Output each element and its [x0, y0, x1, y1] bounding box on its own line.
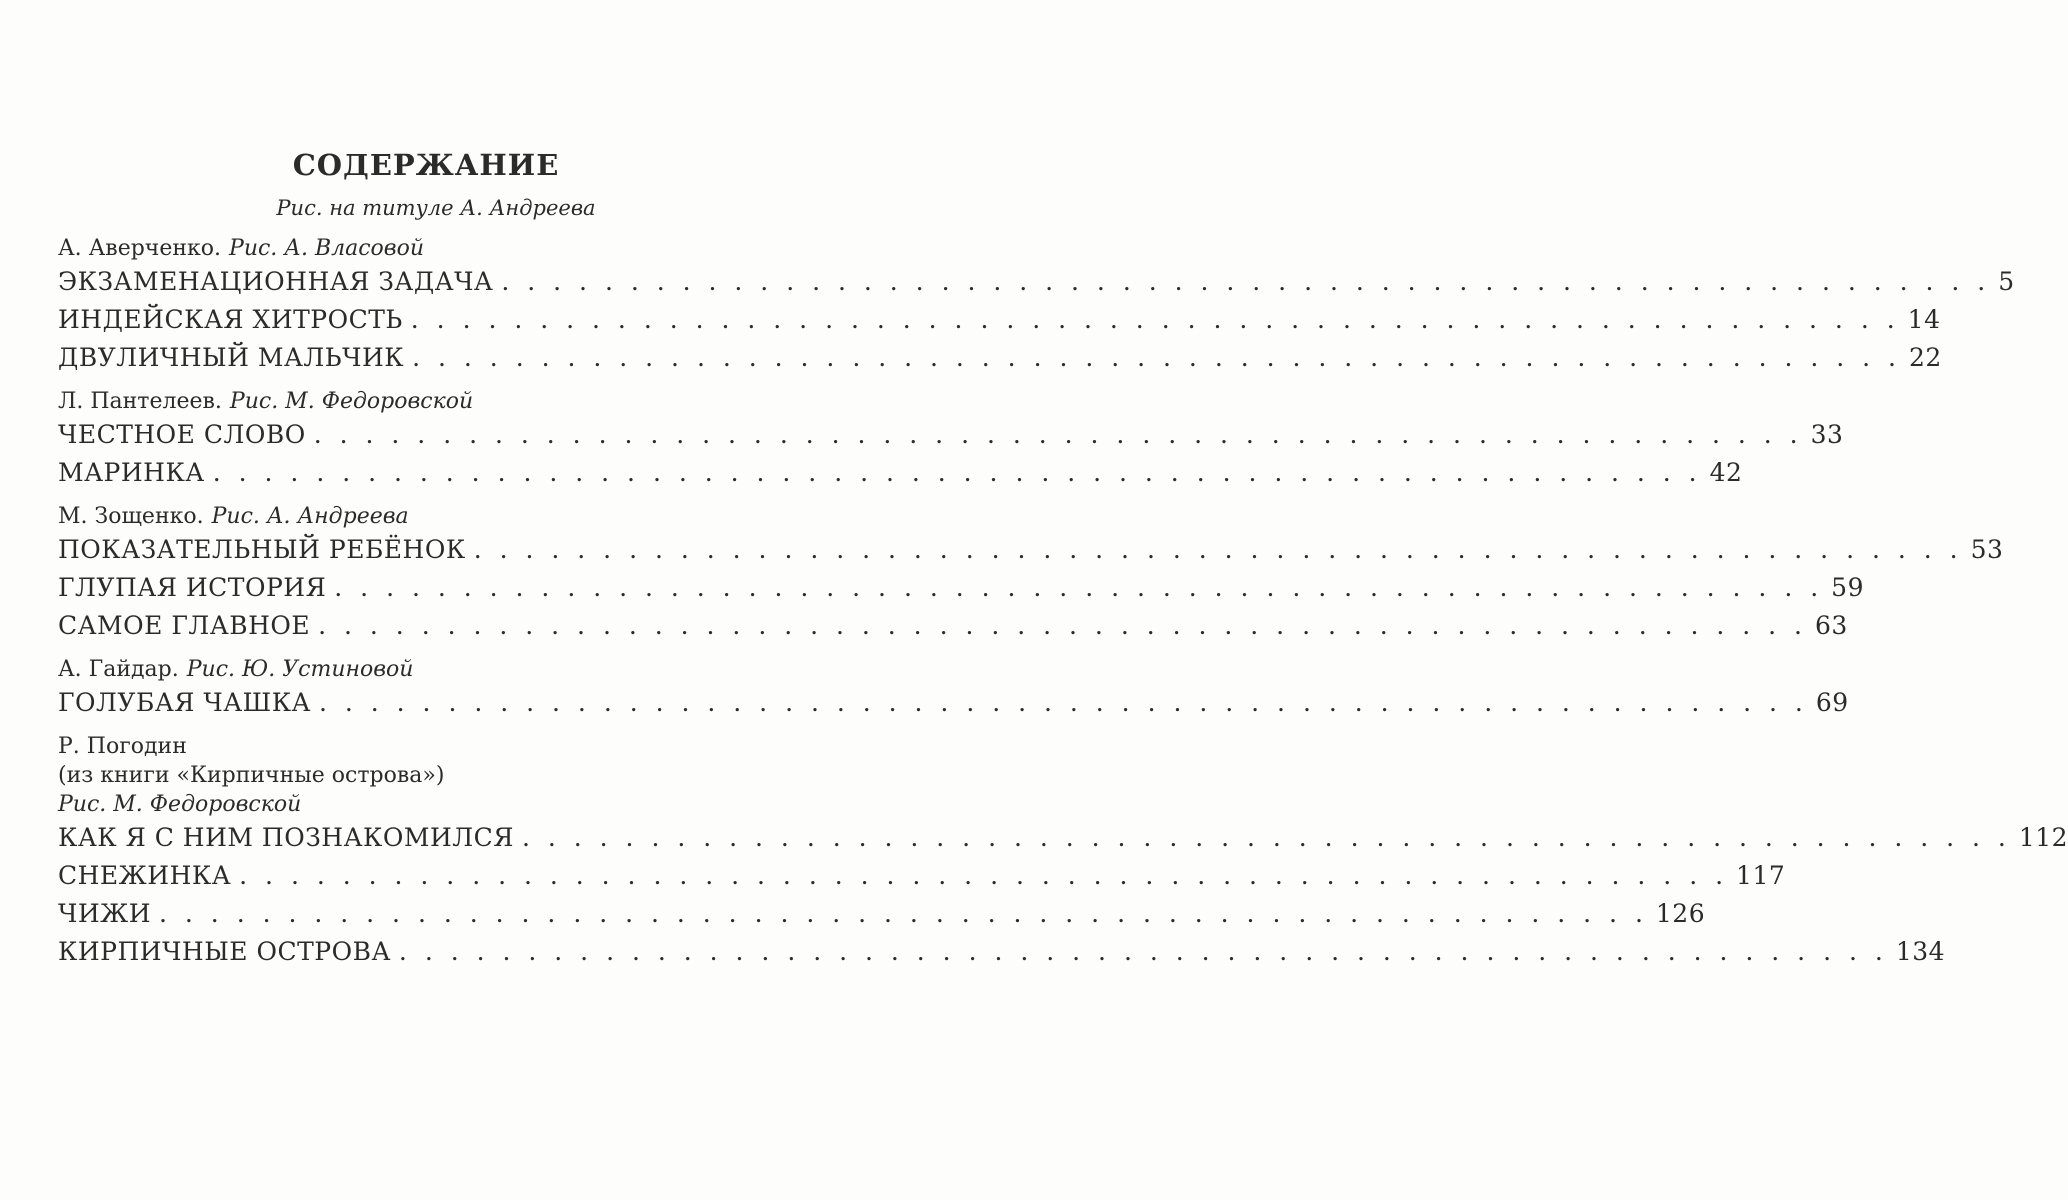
toc-entry[interactable] — [58, 454, 1743, 492]
page-number: 126 — [1655, 899, 1706, 928]
page-number: 33 — [1810, 420, 1844, 449]
illustrator-credit: Рис. М. Федоровской — [58, 792, 302, 817]
dot-leader: . . . . . . . . . . . . . . . . . . . . . . . . . . . . . . . . . . . . . . . . . . . . . . . . . . . . . . . . . . — [334, 573, 1824, 602]
page-number: 69 — [1815, 688, 1849, 717]
story-title: КАК Я С НИМ ПОЗНАКОМИЛСЯ — [58, 823, 514, 852]
toc-entry[interactable] — [58, 933, 1946, 971]
author-name: А. Гайдар. — [58, 657, 179, 682]
author-group — [58, 502, 2004, 645]
story-title: ДВУЛИЧНЫЙ МАЛЬЧИК — [58, 343, 405, 372]
illustrator-credit: Рис. А. Власовой — [229, 236, 425, 261]
story-title: МАРИНКА — [58, 458, 205, 487]
toc-entry[interactable] — [58, 416, 1844, 454]
page-number: 5 — [1998, 267, 2015, 296]
page-number: 59 — [1831, 573, 1864, 602]
dot-leader: . . . . . . . . . . . . . . . . . . . . . . . . . . . . . . . . . . . . . . . . . . . . . . . . . . . . . . . . . . — [239, 861, 1729, 890]
story-title: КИРПИЧНЫЕ ОСТРОВА — [58, 937, 391, 966]
page-title: СОДЕРЖАНИЕ — [292, 148, 560, 182]
dot-leader: . . . . . . . . . . . . . . . . . . . . . . . . . . . . . . . . . . . . . . . . . . . . . . . . . . . . . . . . . . — [313, 420, 1803, 449]
dot-leader: . . . . . . . . . . . . . . . . . . . . . . . . . . . . . . . . . . . . . . . . . . . . . . . . . . . . . . . . . . — [159, 899, 1648, 928]
author-name: А. Аверченко. — [58, 236, 222, 261]
title-illustrator-credit: Рис. на титуле А. Андреева — [276, 196, 596, 220]
toc-entry[interactable] — [58, 301, 1941, 339]
dot-leader: . . . . . . . . . . . . . . . . . . . . . . . . . . . . . . . . . . . . . . . . . . . . . . . . . . . . . . . . . . — [501, 267, 1991, 296]
story-title: ЧЕСТНОЕ СЛОВО — [58, 420, 306, 449]
author-group — [58, 732, 2068, 971]
toc-entry[interactable] — [58, 339, 1942, 377]
dot-leader: . . . . . . . . . . . . . . . . . . . . . . . . . . . . . . . . . . . . . . . . . . . . . . . . . . . . . . . . . . — [318, 688, 1808, 717]
page-number: 14 — [1907, 305, 1941, 334]
illustrator-credit: Рис. Ю. Устиновой — [186, 657, 414, 682]
story-title: ПОКАЗАТЕЛЬНЫЙ РЕБЁНОК — [58, 535, 466, 564]
source-note: (из книги «Кирпичные острова») — [58, 763, 445, 788]
author-line — [58, 502, 774, 531]
illustrator-credit: Рис. М. Федоровской — [229, 389, 474, 414]
dot-leader: . . . . . . . . . . . . . . . . . . . . . . . . . . . . . . . . . . . . . . . . . . . . . . . . . . . . . . . . . . — [412, 343, 1902, 372]
story-title: ГЛУПАЯ ИСТОРИЯ — [58, 573, 327, 602]
dot-leader: . . . . . . . . . . . . . . . . . . . . . . . . . . . . . . . . . . . . . . . . . . . . . . . . . . . . . . . . . . — [473, 535, 1963, 564]
toc-entry[interactable] — [58, 819, 2068, 857]
page-number: 112 — [2018, 823, 2068, 852]
story-title: ЧИЖИ — [58, 899, 152, 928]
page-number: 42 — [1709, 458, 1743, 487]
dot-leader: . . . . . . . . . . . . . . . . . . . . . . . . . . . . . . . . . . . . . . . . . . . . . . . . . . . . . . . . . . — [521, 823, 2011, 852]
page-number: 117 — [1736, 861, 1786, 890]
page-number: 53 — [1970, 535, 2004, 564]
dot-leader: . . . . . . . . . . . . . . . . . . . . . . . . . . . . . . . . . . . . . . . . . . . . . . . . . . . . . . . . . . — [398, 937, 1888, 966]
toc-entry[interactable] — [58, 684, 1849, 722]
author-line — [58, 387, 774, 416]
dot-leader: . . . . . . . . . . . . . . . . . . . . . . . . . . . . . . . . . . . . . . . . . . . . . . . . . . . . . . . . . . — [410, 305, 1900, 334]
story-title: ГОЛУБАЯ ЧАШКА — [58, 688, 311, 717]
story-title: ЭКЗАМЕНАЦИОННАЯ ЗАДАЧА — [58, 267, 494, 296]
story-title: ИНДЕЙСКАЯ ХИТРОСТЬ — [58, 305, 403, 334]
dot-leader: . . . . . . . . . . . . . . . . . . . . . . . . . . . . . . . . . . . . . . . . . . . . . . . . . . . . . . . . . . — [318, 611, 1808, 640]
author-name: Л. Пантелеев. — [58, 389, 222, 414]
table-of-contents — [58, 148, 2068, 981]
author-group — [58, 387, 1844, 492]
illustrator-credit: Рис. А. Андреева — [211, 504, 409, 529]
author-line — [58, 655, 774, 684]
toc-entry[interactable] — [58, 607, 1848, 645]
author-name: Р. Погодин — [58, 734, 187, 759]
toc-entry[interactable] — [58, 569, 1864, 607]
toc-entry[interactable] — [58, 531, 2004, 569]
author-name: М. Зощенко. — [58, 504, 204, 529]
author-group — [58, 234, 2015, 377]
toc-entry[interactable] — [58, 263, 2015, 301]
toc-entry[interactable] — [58, 895, 1706, 933]
author-line — [58, 732, 774, 761]
author-group — [58, 655, 1849, 722]
story-title: САМОЕ ГЛАВНОЕ — [58, 611, 311, 640]
story-title: СНЕЖИНКА — [58, 861, 232, 890]
toc-entry[interactable] — [58, 857, 1786, 895]
page-number: 22 — [1909, 343, 1942, 372]
page-number: 134 — [1895, 937, 1946, 966]
dot-leader: . . . . . . . . . . . . . . . . . . . . . . . . . . . . . . . . . . . . . . . . . . . . . . . . . . . . . . . . . . — [212, 458, 1702, 487]
author-line — [58, 234, 774, 263]
page-number: 63 — [1815, 611, 1848, 640]
